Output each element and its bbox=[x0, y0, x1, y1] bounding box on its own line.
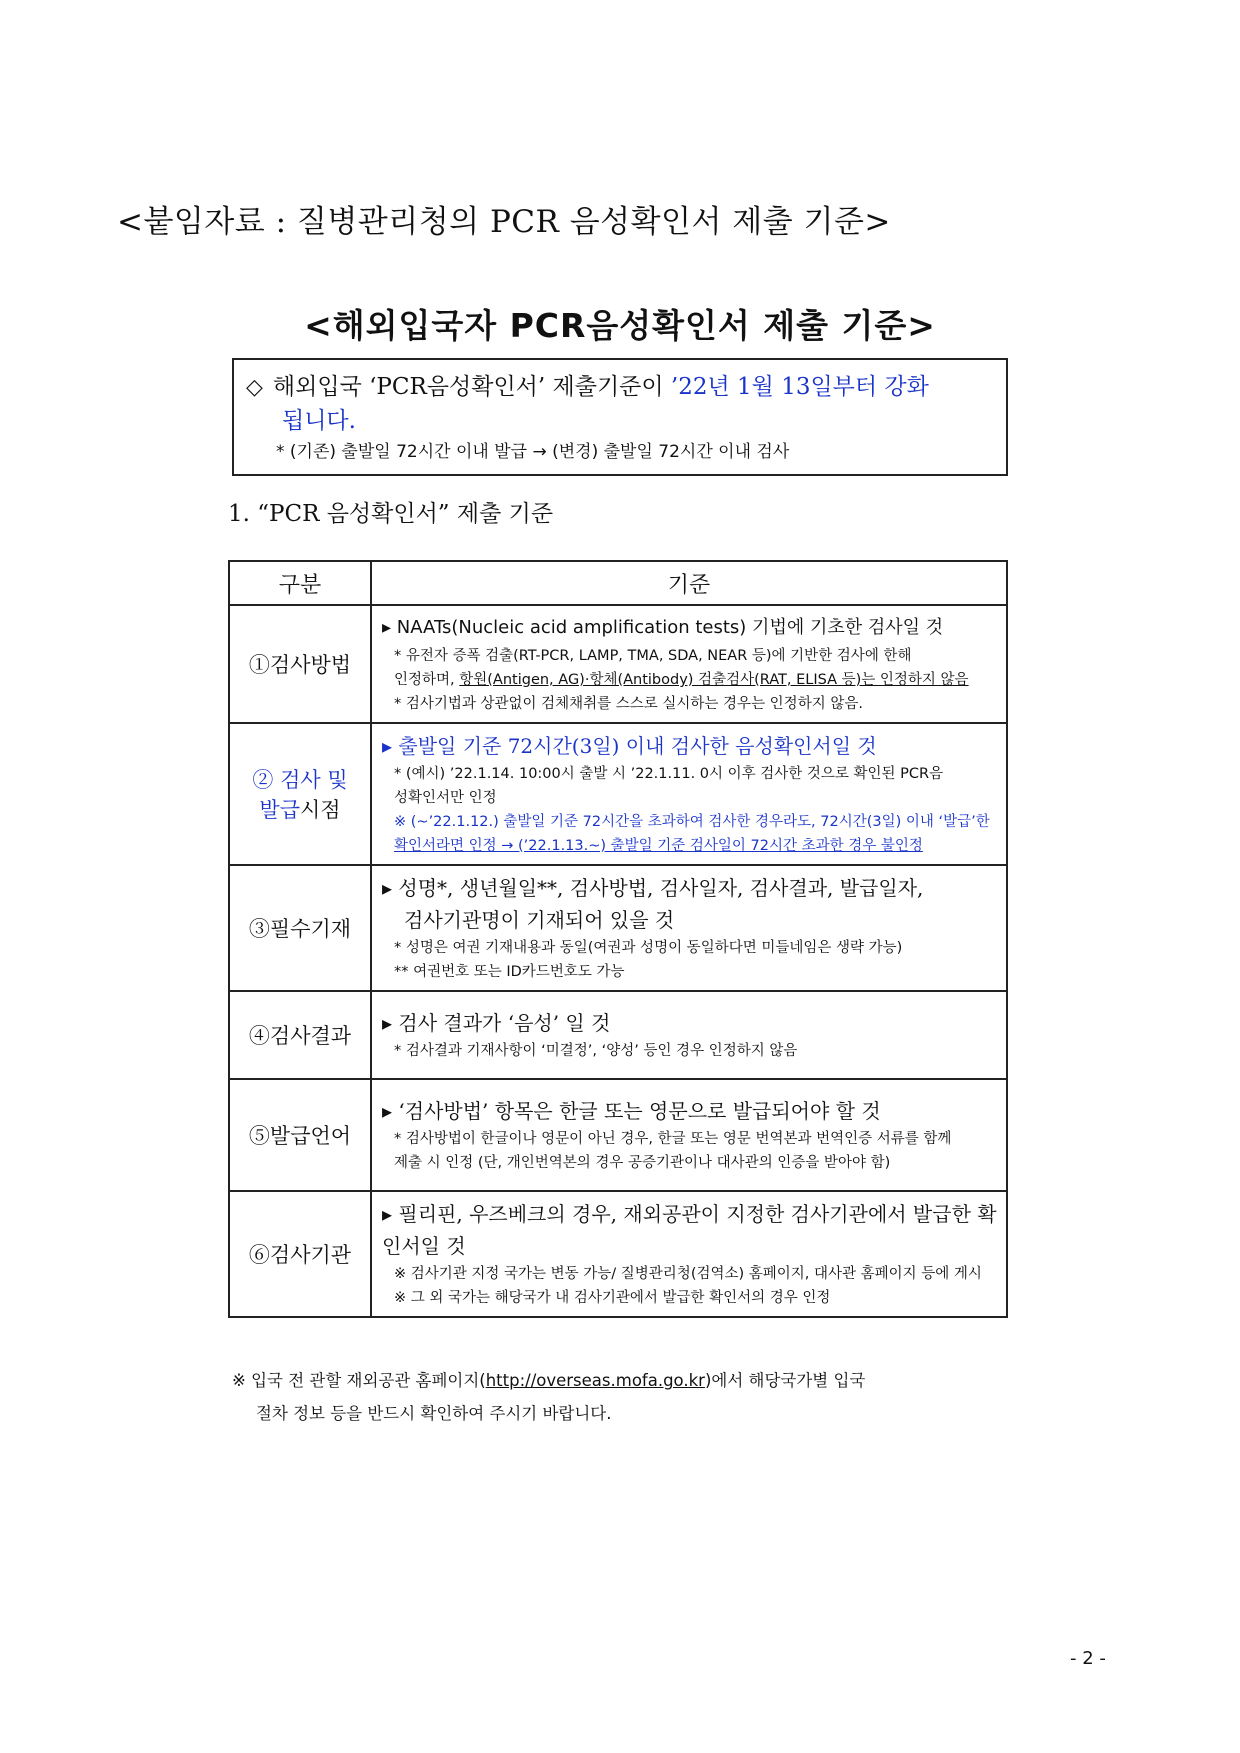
criteria-note-part: 인정하며, bbox=[394, 672, 455, 688]
row-criteria bbox=[371, 1191, 1007, 1317]
table-row bbox=[229, 1191, 1007, 1317]
criteria-note: ※ 검사기관 지정 국가는 변동 가능/ 질병관리청(검역소) 홈페이지, 대사관 홈페이지 등에 게시 bbox=[394, 1266, 982, 1282]
criteria-note: * 검사결과 기재사항이 ‘미결정’, ‘양성’ 등인 경우 인정하지 않음 bbox=[394, 1043, 798, 1059]
notice-highlight: ’22년 1월 13일부터 강화 bbox=[670, 374, 929, 400]
footer-text: ※ 입국 전 관할 재외공관 홈페이지( bbox=[232, 1371, 486, 1390]
table-header-row bbox=[229, 561, 1007, 605]
criteria-note: * 유전자 증폭 검출(RT-PCR, LAMP, TMA, SDA, NEAR 등)에 기반한 검사에 한해 bbox=[394, 648, 912, 664]
row-category: ④검사결과 bbox=[229, 991, 371, 1079]
criteria-bullet: ▸ 검사 결과가 ‘음성’ 일 것 bbox=[382, 1011, 611, 1035]
notice-box bbox=[232, 358, 1008, 476]
table-row bbox=[229, 865, 1007, 991]
footer-link[interactable]: http://overseas.mofa.go.kr bbox=[485, 1371, 705, 1390]
criteria-note: ※ 그 외 국가는 해당국가 내 검사기관에서 발급한 확인서의 경우 인정 bbox=[394, 1290, 831, 1306]
footer-line bbox=[232, 1364, 1012, 1397]
criteria-bullet: ▸ 출발일 기준 72시간(3일) 이내 검사한 음성확인서일 것 bbox=[382, 734, 877, 758]
notice-text: 해외입국 ‘PCR음성확인서’ 제출기준이 bbox=[272, 374, 664, 400]
table-row bbox=[229, 723, 1007, 865]
row-category: ⑥검사기관 bbox=[229, 1191, 371, 1317]
criteria-note: * (예시) ’22.1.14. 10:00시 출발 시 ’22.1.11. 0시 이후 검사한 것으로 확인된 PCR음 bbox=[394, 766, 944, 782]
footer-text: )에서 해당국가별 입국 bbox=[704, 1371, 866, 1390]
row-category-part: 발급 bbox=[259, 798, 300, 822]
footer-line: 절차 정보 등을 반드시 확인하여 주시기 바랍니다. bbox=[256, 1404, 612, 1423]
criteria-note: * 성명은 여권 기재내용과 동일(여권과 성명이 동일하다면 미들네임은 생략 가능) bbox=[394, 940, 903, 956]
row-criteria bbox=[371, 991, 1007, 1079]
criteria-note: * 검사방법이 한글이나 영문이 아닌 경우, 한글 또는 영문 번역본과 번역인증 서류를 함께 bbox=[394, 1131, 952, 1147]
row-category: ①검사방법 bbox=[229, 605, 371, 723]
table-row bbox=[229, 991, 1007, 1079]
criteria-note bbox=[382, 668, 998, 692]
notice-change-line: * (기존) 출발일 72시간 이내 발급 → (변경) 출발일 72시간 이내 검사 bbox=[276, 442, 790, 462]
section-heading: 1. “PCR 음성확인서” 제출 기준 bbox=[228, 501, 554, 527]
criteria-bullet: ▸ 필리핀, 우즈베크의 경우, 재외공관이 지정한 검사기관에서 발급한 확인서일 것 bbox=[382, 1202, 997, 1258]
header-criteria: 기준 bbox=[371, 561, 1007, 605]
row-criteria bbox=[371, 865, 1007, 991]
criteria-note: ** 여권번호 또는 ID카드번호도 가능 bbox=[394, 964, 625, 980]
notice-line bbox=[246, 370, 994, 405]
notice-continuation: 됩니다. bbox=[282, 408, 356, 434]
table-row bbox=[229, 605, 1007, 723]
attachment-title: <붙임자료 : 질병관리청의 PCR 음성확인서 제출 기준> bbox=[117, 204, 891, 240]
criteria-note: * 검사기법과 상관없이 검체채취를 스스로 실시하는 경우는 인정하지 않음. bbox=[394, 696, 863, 712]
row-criteria bbox=[371, 1079, 1007, 1191]
criteria-note-underlined: 항원(Antigen, AG)·항체(Antibody) 검출검사(RAT, ELISA 등)는 인정하지 않음 bbox=[459, 672, 969, 688]
row-criteria bbox=[371, 723, 1007, 865]
row-criteria bbox=[371, 605, 1007, 723]
row-category-part: 시점 bbox=[300, 798, 341, 822]
criteria-note: 확인서라면 인정 → (’22.1.13.~) 출발일 기준 검사일이 72시간 초과한 경우 불인정 bbox=[394, 838, 923, 854]
row-category-line bbox=[234, 794, 366, 824]
criteria-bullet: ▸ ‘검사방법’ 항목은 한글 또는 영문으로 발급되어야 할 것 bbox=[382, 1099, 881, 1123]
criteria-bullet-cont: 검사기관명이 기재되어 있을 것 bbox=[404, 908, 675, 932]
criteria-bullet: ▸ NAATs(Nucleic acid amplification tests) 기법에 기초한 검사일 것 bbox=[382, 617, 944, 638]
row-category bbox=[229, 723, 371, 865]
page-number: - 2 - bbox=[1070, 1648, 1106, 1669]
criteria-note: 성확인서만 인정 bbox=[394, 790, 497, 806]
criteria-table bbox=[228, 560, 1008, 1318]
header-category: 구분 bbox=[229, 561, 371, 605]
criteria-note: ※ (~’22.1.12.) 출발일 기준 72시간을 초과하여 검사한 경우라도, 72시간(3일) 이내 ‘발급’한 bbox=[394, 814, 990, 830]
criteria-bullet: ▸ 성명*, 생년월일**, 검사방법, 검사일자, 검사결과, 발급일자, bbox=[382, 876, 924, 900]
row-category-line: ② 검사 및 bbox=[252, 768, 348, 792]
table-row bbox=[229, 1079, 1007, 1191]
page-title: <해외입국자 PCR음성확인서 제출 기준> bbox=[304, 306, 936, 345]
diamond-icon: ◇ bbox=[246, 375, 263, 400]
criteria-note: 제출 시 인정 (단, 개인번역본의 경우 공증기관이나 대사관의 인증을 받아야 함) bbox=[394, 1155, 891, 1171]
footer-note bbox=[232, 1364, 1012, 1430]
row-category: ⑤발급언어 bbox=[229, 1079, 371, 1191]
row-category: ③필수기재 bbox=[229, 865, 371, 991]
